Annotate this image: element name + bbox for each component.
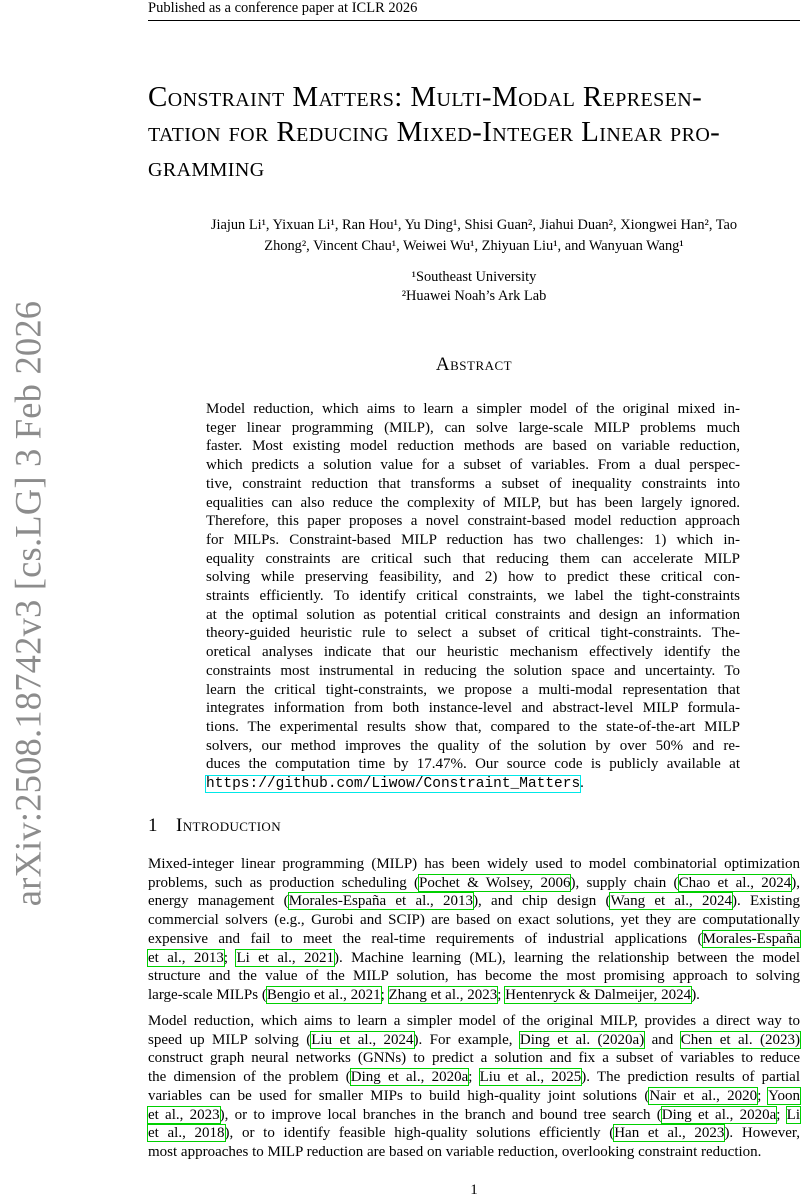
abstract-line: faster. Most existing model reduction methods are based on variable reduction, bbox=[206, 438, 740, 455]
citation-link[interactable]: Hentenryck & Dalmeijer, 2024 bbox=[505, 986, 692, 1003]
text-line: construct graph neural networks (GNNs) to predict a solution and fix a subset of variables to reduce bbox=[148, 1050, 800, 1067]
title-line: tation for Reducing Mixed-Integer Linear pro- bbox=[148, 116, 721, 148]
text-line: most approaches to MILP reduction are based on variable reduction, overlooking constraint reduction. bbox=[148, 1143, 762, 1160]
text-line: large-scale MILPs (Bengio et al., 2021; Zhang et al., 2023; Hentenryck & Dalmeijer, 2024). bbox=[148, 986, 700, 1003]
abstract-line: straints efficiently. To identify critical constraints, we label the tight-constraints bbox=[206, 588, 740, 605]
title-line: gramming bbox=[148, 151, 265, 183]
citation-link[interactable]: Pochet & Wolsey, 2006 bbox=[418, 874, 571, 891]
text-line: Model reduction, which aims to learn a simpler model of the original MILP, provides a direct way to bbox=[148, 1013, 800, 1029]
text-line: structure and the value of the MILP solution, has become the most promising approach to solving bbox=[148, 968, 800, 985]
text-line: the dimension of the problem (Ding et al., 2020a; Liu et al., 2025). The prediction results of partial bbox=[148, 1069, 800, 1086]
citation-link[interactable]: Yoon bbox=[768, 1087, 800, 1104]
citation-link[interactable]: et al., 2018 bbox=[148, 1125, 225, 1142]
text-line: Mixed-integer linear programming (MILP) has been widely used to model combinatorial optimization bbox=[148, 856, 800, 872]
text-line: speed up MILP solving (Liu et al., 2024). For example, Ding et al. (2020a) and Chen et al. (2023) bbox=[148, 1031, 800, 1048]
abstract-line: for MILPs. Constraint-based MILP reduction has two challenges: 1) which in- bbox=[206, 531, 740, 548]
abstract-line: solving while preserving feasibility, and 2) how to predict these critical con- bbox=[206, 569, 740, 586]
citation-link[interactable]: Ding et al., 2020a bbox=[661, 1106, 777, 1123]
author-list bbox=[148, 215, 800, 257]
citation-link[interactable]: Nair et al., 2020 bbox=[649, 1087, 758, 1104]
abstract-line: integrates information from both instance-level and abstract-level MILP formula- bbox=[206, 700, 740, 717]
abstract-line: learn the critical tight-constraints, we propose a multi-modal representation that bbox=[206, 681, 740, 698]
abstract-line: constraints most instrumental in reducing the solution space and uncertainty. To bbox=[206, 662, 740, 679]
abstract-line: theory-guided heuristic rule to select a subset of critical tight-constraints. The- bbox=[206, 625, 740, 642]
affiliation: ²Huawei Noah’s Ark Lab bbox=[401, 288, 547, 304]
text-line: problems, such as production scheduling (Pochet & Wolsey, 2006), supply chain (Chao et al., 2024), bbox=[148, 874, 800, 891]
abstract-line: which predicts a solution value for a subset of variables. From a dual perspec- bbox=[206, 457, 740, 474]
citation-link[interactable]: Bengio et al., 2021 bbox=[266, 986, 381, 1003]
abstract-body bbox=[206, 400, 740, 794]
abstract-line: equalities can also reduce the complexity of MILP, but has been largely ignored. bbox=[206, 494, 740, 511]
section-heading bbox=[148, 815, 800, 837]
abstract-line: tions. The experimental results show that, compared to the state-of-the-art MILP bbox=[206, 718, 740, 735]
affiliations bbox=[148, 268, 800, 306]
citation-link[interactable]: Li bbox=[786, 1106, 801, 1123]
header-text: Published as a conference paper at ICLR 2026 bbox=[148, 0, 418, 16]
citation-link[interactable]: et al., 2013 bbox=[148, 949, 224, 966]
running-header bbox=[148, 0, 800, 21]
paper-title bbox=[148, 80, 800, 185]
abstract-line-last: https://github.com/Liwow/Constraint_Matters. bbox=[206, 775, 584, 793]
intro-paragraph-1 bbox=[148, 855, 800, 1005]
abstract-line: at the optimal solution as potential critical constraints and design an information bbox=[206, 606, 740, 623]
author-line: Jiajun Li¹, Yixuan Li¹, Ran Hou¹, Yu Ding¹, Shisi Guan², Jiahui Duan², Xiongwei Han², Tao bbox=[210, 217, 738, 233]
text-line: commercial solvers (e.g., Gurobi and SCIP) are based on exact solutions, yet they are computationally bbox=[148, 912, 800, 929]
citation-link[interactable]: Han et al., 2023 bbox=[614, 1125, 725, 1142]
abstract-line: equality constraints are critical such that reducing them can accelerate MILP bbox=[206, 550, 740, 567]
citation-link[interactable]: Morales-España et al., 2013 bbox=[288, 893, 474, 910]
citation-link[interactable]: Wang et al., 2024 bbox=[610, 893, 732, 910]
abstract-line: solvers, our method improves the quality of the solution by over 50% and re- bbox=[206, 737, 740, 754]
affiliation: ¹Southeast University bbox=[411, 269, 537, 285]
abstract-line: Therefore, this paper proposes a novel constraint-based model reduction approach bbox=[206, 513, 740, 530]
citation-link[interactable]: Ding et al., 2020a bbox=[350, 1069, 469, 1086]
section-number: 1 bbox=[148, 815, 158, 836]
section-title: Introduction bbox=[176, 815, 282, 836]
abstract-line: tive, constraint reduction that transforms a subset of inequality constraints into bbox=[206, 475, 740, 492]
abstract-line: oretical analyses indicate that our heuristic mechanism effectively identify the bbox=[206, 644, 740, 661]
text-line: variables can be used for smaller MIPs to build high-quality joint solutions (Nair et al., 2020; Yoon bbox=[148, 1087, 800, 1104]
intro-paragraph-2 bbox=[148, 1012, 800, 1162]
citation-link[interactable]: Chao et al., 2024 bbox=[678, 874, 792, 891]
citation-link[interactable]: Liu et al., 2025 bbox=[479, 1069, 582, 1086]
abstract-line: Model reduction, which aims to learn a simpler model of the original mixed in- bbox=[206, 401, 740, 417]
text-line: et al., 2023), or to improve local branches in the branch and bound tree search (Ding et al., 2020a; Li bbox=[148, 1106, 801, 1123]
text-line: expensive and fail to meet the real-time requirements of industrial applications (Morales-España bbox=[148, 930, 800, 947]
citation-link[interactable]: et al., 2023 bbox=[148, 1106, 220, 1123]
title-line: Constraint Matters: Multi-Modal Represen- bbox=[148, 81, 703, 113]
page-number: 1 bbox=[470, 1182, 478, 1198]
citation-link[interactable]: Ding et al. (2020a) bbox=[519, 1031, 645, 1048]
arxiv-stamp-text: arXiv:2508.18742v3 [cs.LG] 3 Feb 2026 bbox=[7, 300, 49, 906]
citation-link[interactable]: Zhang et al., 2023 bbox=[388, 986, 498, 1003]
abstract-line: teger linear programming (MILP), can solve large-scale MILP problems much bbox=[206, 419, 740, 436]
citation-link[interactable]: Morales-España bbox=[702, 930, 800, 947]
abstract-heading: Abstract bbox=[435, 354, 513, 375]
citation-link[interactable]: Chen et al. (2023) bbox=[680, 1031, 800, 1048]
arxiv-stamp bbox=[0, 300, 56, 906]
author-line: Zhong², Vincent Chau¹, Weiwei Wu¹, Zhiyuan Liu¹, and Wanyuan Wang¹ bbox=[264, 238, 684, 254]
citation-link[interactable]: Li et al., 2021 bbox=[236, 949, 335, 966]
abstract-line: duces the computation time by 17.47%. Our source code is publicly available at bbox=[206, 756, 740, 773]
text-line: energy management (Morales-España et al., 2013), and chip design (Wang et al., 2024). Existing bbox=[148, 893, 801, 910]
citation-link[interactable]: Liu et al., 2024 bbox=[311, 1031, 414, 1048]
text-line: et al., 2013; Li et al., 2021). Machine learning (ML), learning the relationship between the model bbox=[148, 949, 800, 966]
text-line: et al., 2018), or to identify feasible high-quality solutions efficiently (Han et al., 2023). However, bbox=[148, 1125, 801, 1142]
source-code-link[interactable]: https://github.com/Liwow/Constraint_Matters bbox=[206, 776, 581, 793]
